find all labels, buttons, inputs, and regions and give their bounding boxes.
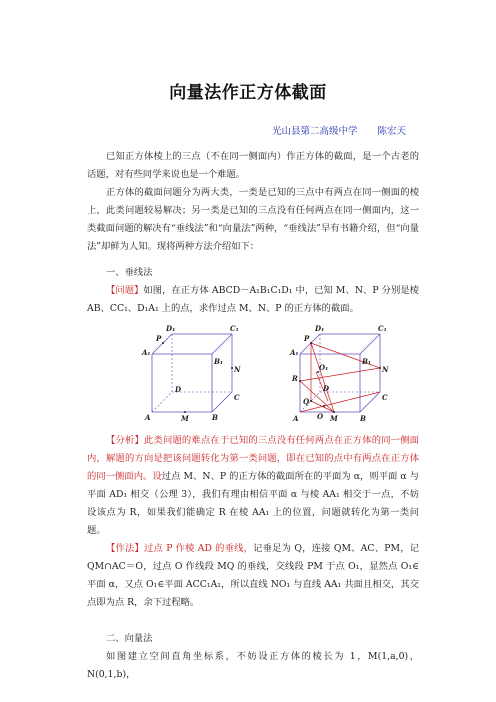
label-b: B xyxy=(212,413,218,422)
label-b1: B₁ xyxy=(214,357,223,366)
author-name: 陈宏天 xyxy=(377,126,406,137)
label2-c1: C₁ xyxy=(378,324,387,333)
label-n: N xyxy=(234,365,241,374)
label-c1: C₁ xyxy=(230,324,239,333)
section-heading-2: 二、向量法 xyxy=(106,633,153,644)
label2-d1: D₁ xyxy=(315,324,325,333)
intro-paragraph-1: 已知正方体棱上的三点（不在同一侧面内）作正方体的截面，是一个古老的话题，对有些同学来说也是一个难题。 xyxy=(87,151,419,180)
problem-paragraph xyxy=(87,282,419,318)
section-heading-1: 一、垂线法 xyxy=(106,267,153,278)
label-m: M xyxy=(181,414,189,423)
analysis-label: 【分析】 xyxy=(106,435,144,446)
label2-p: P xyxy=(304,334,310,343)
label-p: P xyxy=(156,334,162,343)
label2-a: A xyxy=(293,414,299,423)
vector-paragraph: 如图建立空间直角坐标系，不妨设正方体的棱长为 1，M(1,a,0)，N(0,1,b)， xyxy=(87,651,419,680)
label2-b1: B₁ xyxy=(362,357,371,366)
label2-b: B xyxy=(360,414,366,423)
label-a: A xyxy=(145,413,151,422)
method-text: 记垂足为 Q，连接 QM、AC、PM，记 QM∩AC＝O，过点 O 作线段 MQ 的垂线，交线段 PM 于点 O₁，显然点 O₁∈平面 α，又点 O₁∈平面 ACC₁A₁，所以直线 NO₁ 与直线 AA₁ 共面且相交，其交点即为点 R，余下过程略。 xyxy=(87,543,419,608)
analysis-paragraph xyxy=(87,432,419,540)
label2-o: O xyxy=(317,412,324,421)
label2-q: Q xyxy=(303,397,310,406)
label-a1: A₁ xyxy=(142,348,151,357)
label-d1: D₁ xyxy=(166,324,176,333)
label2-o1: O₁ xyxy=(319,363,329,372)
label2-n: N xyxy=(382,365,389,374)
method-paragraph xyxy=(87,540,419,612)
problem-label: 【问题】 xyxy=(106,285,144,296)
method-red-text: 过点 P 作棱 AD 的垂线， xyxy=(144,543,254,554)
label2-d: D xyxy=(323,384,330,393)
label2-m: M xyxy=(330,414,338,423)
analysis-text: 过点 M、N、P 的正方体的截面所在的平面为 α，则平面 α 与平面 AD₁ 相交（公理 3），我们有理由相信平面 α 与棱 AA₁ 相交于一点，不妨设该点为 R，如果我们能确定 R 在棱 AA₁ 上的位置，问题就转化为第一类问题。 xyxy=(87,471,419,536)
label2-r: R xyxy=(292,374,298,383)
analysis-red-text: 此类问题的难点在于已知的三点没有任何两点在正方体的同一侧面内，解题的方向是把该问题转化为第一类问题，即在已知的点中有两点在正方体的同一侧面内。设 xyxy=(87,435,419,482)
problem-text: 如图，在正方体 ABCD－A₁B₁C₁D₁ 中，已知 M、N、P 分别是棱 AB、CC₁、D₁A₁ 上的点，求作过点 M、N、P 的正方体的截面。 xyxy=(87,285,419,314)
label-d: D xyxy=(175,385,182,394)
cube-figure-2 xyxy=(282,322,392,426)
label-c: C xyxy=(234,393,240,402)
method-label: 【作法】 xyxy=(106,543,145,554)
author-line xyxy=(272,123,406,137)
document-title: 向量法作正方体截面 xyxy=(169,83,327,103)
intro-paragraph-2: 正方体的截面问题分为两大类，一类是已知的三点中有两点在同一侧面的棱上，此类问题较易解决；另一类是已知的三点没有任何两点在同一侧面内，这一类截面问题的解决有“垂线法”和“向量法”两种，“垂线法”早有书籍介绍，但“向量法”却鲜为人知。现将两种方法介绍如下： xyxy=(87,187,419,252)
author-school: 光山县第二高级中学 xyxy=(271,126,358,137)
label2-c: C xyxy=(382,393,388,402)
label2-a1: A₁ xyxy=(290,348,299,357)
cube-figure-1 xyxy=(130,320,242,424)
